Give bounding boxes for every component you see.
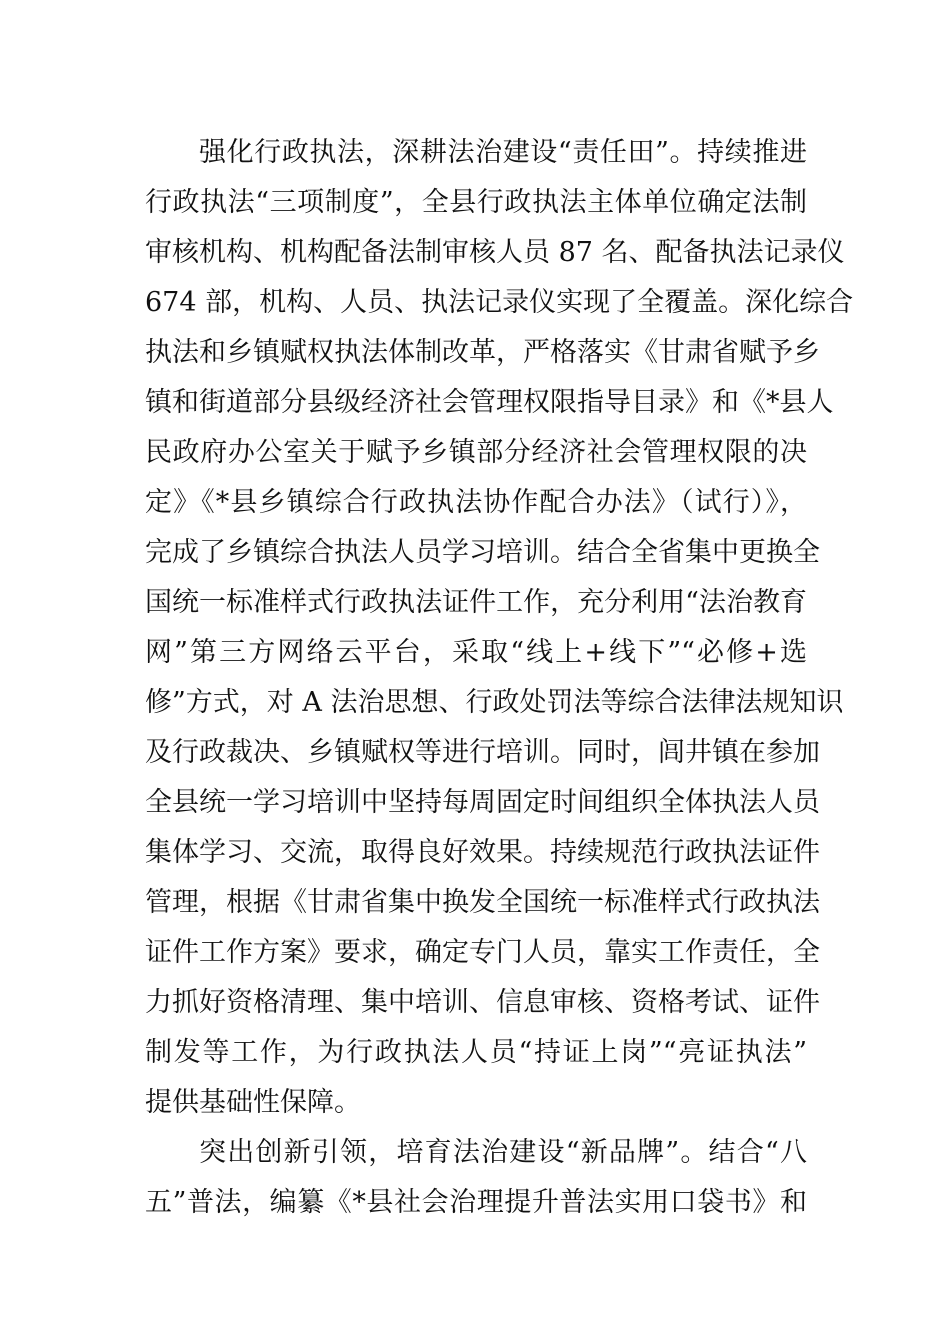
text-line: 集体学习、交流，取得良好效果。持续规范行政执法证件 xyxy=(145,837,820,868)
document-body xyxy=(145,128,854,1228)
paragraph-1 xyxy=(145,128,854,1128)
text-line: 执法和乡镇赋权执法体制改革，严格落实《甘肃省赋予乡 xyxy=(145,337,820,368)
text-line: 定》《*县乡镇综合行政执法协作配合办法》（试行）》， xyxy=(145,487,807,518)
paragraph-2 xyxy=(145,1128,807,1228)
text-line: 674 部，机构、人员、执法记录仪实现了全覆盖。深化综合 xyxy=(145,287,854,318)
text-line: 力抓好资格清理、集中培训、信息审核、资格考试、证件 xyxy=(145,987,820,1018)
text-line: 五”普法，编纂《*县社会治理提升普法实用口袋书》和 xyxy=(145,1187,807,1218)
text-line: 全县统一学习培训中坚持每周固定时间组织全体执法人员 xyxy=(145,787,820,818)
text-line: 制发等工作，为行政执法人员“持证上岗”“亮证执法” xyxy=(145,1037,807,1068)
text-line: 网”第三方网络云平台，采取“线上+线下”“必修+选 xyxy=(145,637,807,668)
text-line: 强化行政执法，深耕法治建设“责任田”。持续推进 xyxy=(199,137,807,168)
text-line: 行政执法“三项制度”，全县行政执法主体单位确定法制 xyxy=(145,187,807,218)
text-line: 及行政裁决、乡镇赋权等进行培训。同时，闾井镇在参加 xyxy=(145,737,820,768)
text-line: 审核机构、机构配备法制审核人员 87 名、配备执法记录仪 xyxy=(145,237,845,268)
text-line: 管理，根据《甘肃省集中换发全国统一标准样式行政执法 xyxy=(145,887,820,918)
text-line: 突出创新引领，培育法治建设“新品牌”。结合“八 xyxy=(199,1137,807,1168)
text-line: 提供基础性保障。 xyxy=(145,1087,361,1118)
text-line: 国统一标准样式行政执法证件工作，充分利用“法治教育 xyxy=(145,587,807,618)
text-line: 修”方式，对 A 法治思想、行政处罚法等综合法律法规知识 xyxy=(145,687,844,718)
text-line: 完成了乡镇综合执法人员学习培训。结合全省集中更换全 xyxy=(145,537,820,568)
text-line: 证件工作方案》要求，确定专门人员，靠实工作责任，全 xyxy=(145,937,820,968)
text-line: 镇和街道部分县级经济社会管理权限指导目录》和《*县人 xyxy=(145,387,834,418)
text-line: 民政府办公室关于赋予乡镇部分经济社会管理权限的决 xyxy=(145,437,807,468)
